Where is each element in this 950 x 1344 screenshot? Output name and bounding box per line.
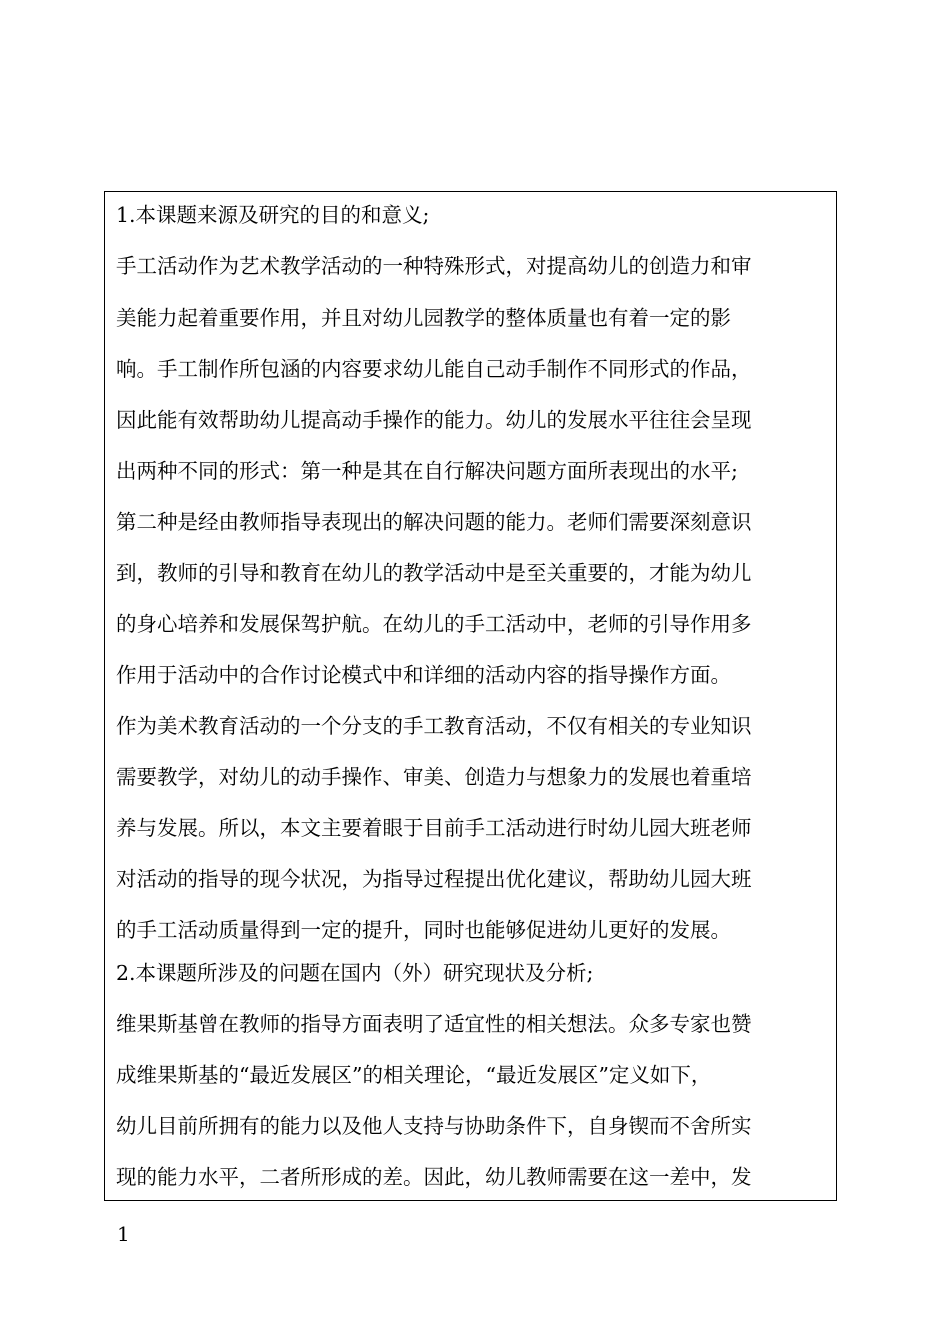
text-line: 的身心培养和发展保驾护航。在幼儿的手工活动中，老师的引导作用多	[116, 612, 752, 636]
text-line: 的手工活动质量得到一定的提升，同时也能够促进幼儿更好的发展。	[116, 918, 731, 942]
text-line: 美能力起着重要作用，并且对幼儿园教学的整体质量也有着一定的影	[116, 306, 731, 330]
section-heading-1: 1.本课题来源及研究的目的和意义;	[116, 203, 430, 227]
text-line: 养与发展。所以，本文主要着眼于目前手工活动进行时幼儿园大班老师	[116, 816, 752, 840]
text-line: 手工活动作为艺术教学活动的一种特殊形式，对提高幼儿的创造力和审	[116, 254, 752, 278]
text-line: 幼儿目前所拥有的能力以及他人支持与协助条件下，自身锲而不舍所实	[116, 1114, 752, 1138]
text-line: 成维果斯基的“最近发展区”的相关理论，“最近发展区”定义如下，	[116, 1063, 712, 1087]
text-line: 响。手工制作所包涵的内容要求幼儿能自己动手制作不同形式的作品，	[116, 357, 752, 381]
text-line: 作为美术教育活动的一个分支的手工教育活动，不仅有相关的专业知识	[116, 714, 752, 738]
text-line: 出两种不同的形式：第一种是其在自行解决问题方面所表现出的水平;	[116, 459, 738, 483]
text-line: 需要教学，对幼儿的动手操作、审美、创造力与想象力的发展也着重培	[116, 765, 752, 789]
text-line: 现的能力水平，二者所形成的差。因此，幼儿教师需要在这一差中，发	[116, 1165, 752, 1189]
text-line: 对活动的指导的现今状况，为指导过程提出优化建议，帮助幼儿园大班	[116, 867, 752, 891]
text-line: 到，教师的引导和教育在幼儿的教学活动中是至关重要的，才能为幼儿	[116, 561, 752, 585]
text-line: 作用于活动中的合作讨论模式中和详细的活动内容的指导操作方面。	[116, 663, 731, 687]
content-box	[104, 191, 837, 1201]
text-line: 第二种是经由教师指导表现出的解决问题的能力。老师们需要深刻意识	[116, 510, 752, 534]
page-number: 1	[117, 1222, 130, 1246]
text-line: 维果斯基曾在教师的指导方面表明了适宜性的相关想法。众多专家也赞	[116, 1012, 752, 1036]
section-heading-2: 2.本课题所涉及的问题在国内（外）研究现状及分析;	[116, 961, 594, 985]
text-line: 因此能有效帮助幼儿提高动手操作的能力。幼儿的发展水平往往会呈现	[116, 408, 752, 432]
